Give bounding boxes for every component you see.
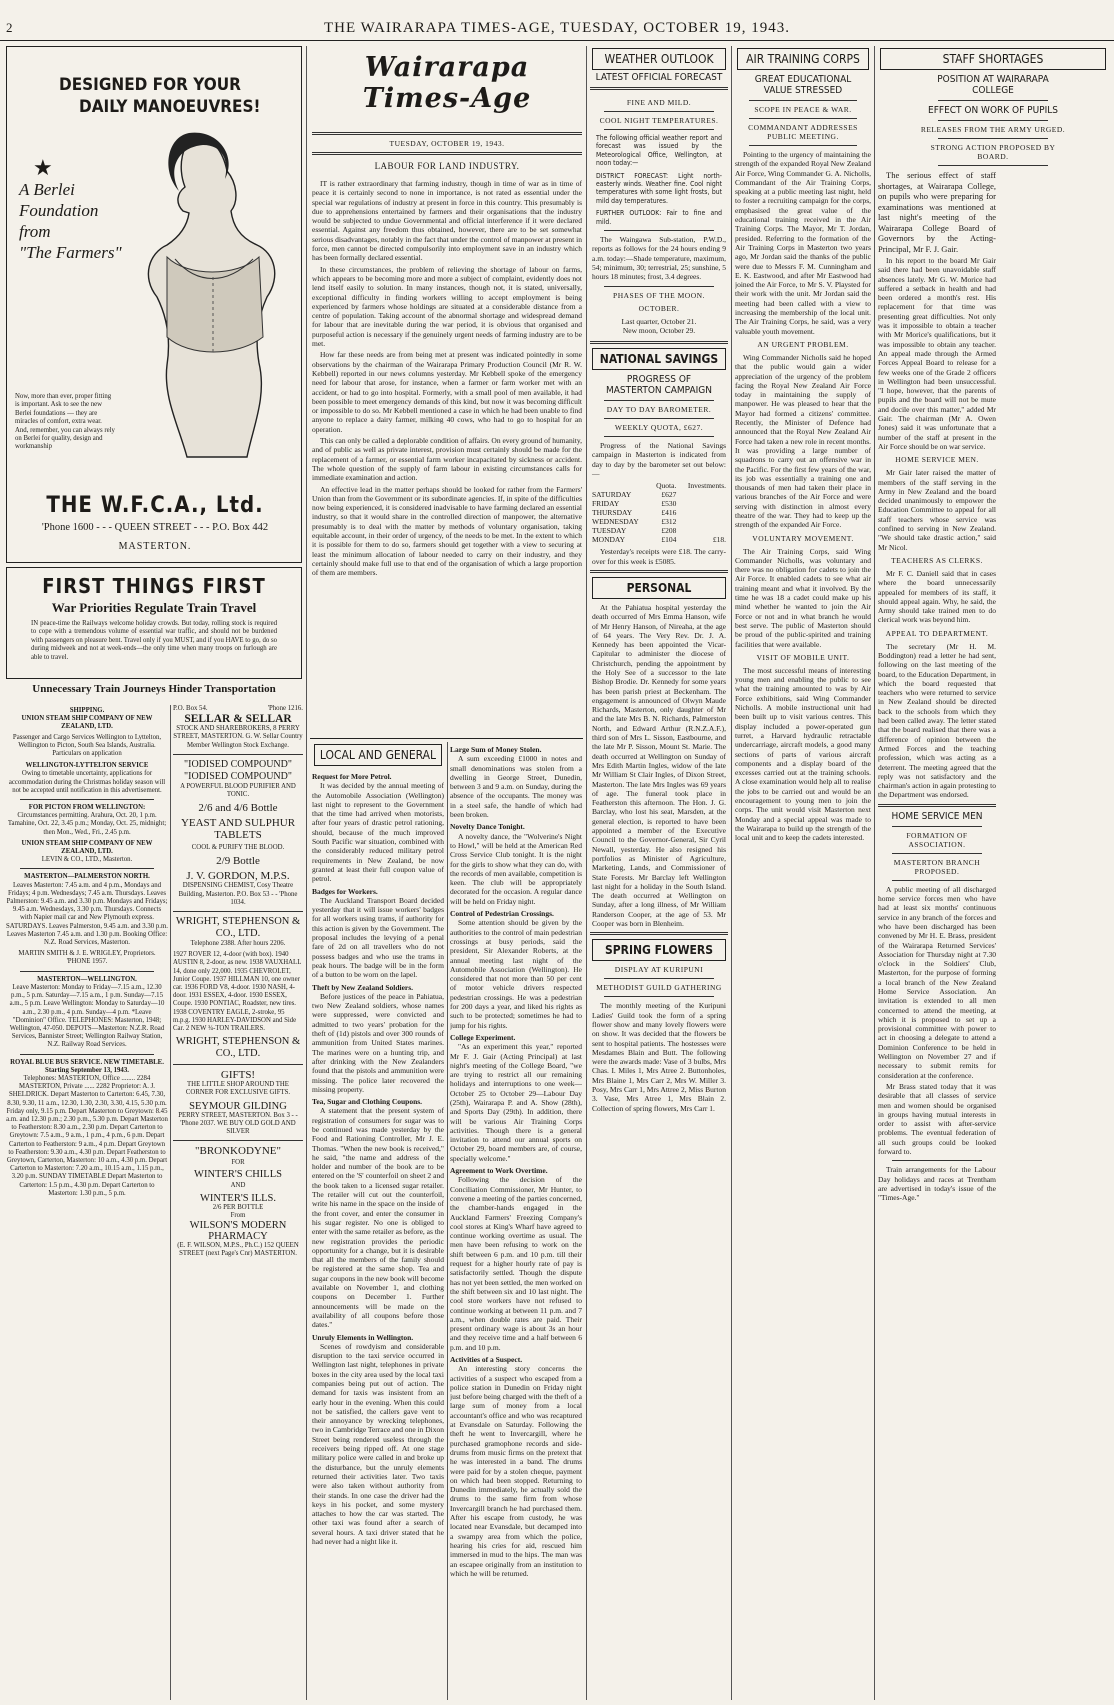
editorial-p2: In these circumstances, the problem of relieving the shortage of labour on farms, which appears to be becoming more and more a subject of complaint, evidently does not lend itself easily to solution. In many instances, though not, it is stated, universally, exceptional difficulty in finding workers willing to accept employment is being experienced by farmers whose holdings are situated at a considerable distance from a centre of population. Taking account of the abnormal shortage and widespread demand for labour that are inevitable during the war period, it is obvious that organised and purposeful action is necessary if the genuinely urgent needs of farming industry are to be met. — [312, 264, 582, 349]
staff-sub3: RELEASES FROM THE ARMY URGED. — [920, 125, 1066, 134]
savings-cell: THURSDAY — [592, 508, 633, 518]
yeast-sub: COOL & PURIFY THE BLOOD. — [191, 844, 285, 852]
bronk-chills: WINTER'S CHILLS — [194, 1169, 282, 1181]
atc-p3: The Air Training Corps, said Wing Commander Nicholls, was voluntary and there was no obligation for cadets to join the Air Force. It enabled cadets to see what air training meant and what it involved. By the time he was 18 a cadet could make up his mind whether he wanted to join the Air Force or not and in what branch he would best serve. The public of Masterton should be proud of the public-spirited and training facilities that were available. — [735, 546, 871, 649]
editorial-p3: How far these needs are from being met at present was indicated pointedly in some observations by the chairman of the Wairarapa Primary Production Council (Mr R. W. Kebbell) reported in our news columns yesterday. Mr Kebbell spoke of the emergency need for labour that arose, for instance, when a farmer or farm worker met with an accident, or had to go into hospital. Formerly, with a small pool of men available, it had been possible to meet emergency demands of this kind, but now it was becoming difficult or impossible to do so. Mr Kebbell mentioned a case in which he had been unable to find anyone to replace a dairy farmer, milking 40 cows, who had to go to hospital for an operation. — [312, 350, 582, 434]
weather-cool: COOL NIGHT TEMPERATURES. — [599, 116, 719, 125]
staff-p4: Mr F. C. Daniell said that in cases where the board unnecessarily appealed for members of its staff, it should appeal again. Why, he said, the Army should take trained men to do clerical work was beyond him. — [878, 568, 996, 625]
picton-copy: Circumstances permitting. Arahura, Oct. 20, 1 p.m. Tamahine, Oct. 22, 3.45 p.m.; Monday, Oct. 25, midnight; then Mon., Wed., Fri., 2.45 p.m. — [7, 812, 167, 836]
gifts-head: GIFTS! — [220, 1069, 256, 1082]
local2-item-text: "As an experiment this year," reported Mr F. J. Gair (Acting Principal) at last night's meeting of the College Board, "we are trying to restrict all our remaining holidays and interruptions to one week—October 25 to October 29—Labour Day (25th), Wairarapa P. and A. Show (28th), and Sports Day (29th). In addition, there will be various Air Training Corps activities. Though there is a general invitation to attend our annual sports on October 29, board members are, of course, specially welcome." — [450, 1042, 582, 1163]
bronk-price: 2/6 PER BOTTLE — [212, 1203, 264, 1211]
savings-cell: £530 — [661, 499, 677, 509]
mw-times: Leave Masterton: Monday to Friday—7.15 a.m., 12.30 p.m., 5 p.m. Saturday—7.15 a.m., 1 p.m. Sunday—7.15 a.m., 5 p.m. Leave Wellington: Monday to Saturday—10 a.m., 2.30 p.m., 4 p.m. Sunday—4 p.m. *Leave "Dominion" Office. TELEPHONES: Masterton, 1948; Wellington, 47-050. DEPOTS—Masterton: N.Z.R. Road Services, Bannister Street; Wellington Railway Station, N.Z. Railway Road Services. — [9, 983, 165, 1049]
royal-blue-label: ROYAL BLUE BUS SERVICE. NEW TIMETABLE. Starting September 13, 1943. — [10, 1058, 164, 1074]
savings-col-quota: Quota. — [656, 481, 677, 491]
savings-cell — [678, 517, 728, 526]
masthead — [0, 18, 1114, 40]
nameplate: Wairarapa Times-Age — [362, 52, 532, 114]
weather-substation: The Waingawa Sub-station, P.W.D., reports as follows for the 24 hours ending 9 a.m. today:—Shade temperature, maximum, 54; minimum, 30; terrestrial, 25; sunshine, 5 hours 18 minutes; frost, 3.4 degrees. — [592, 235, 726, 282]
savings-cell: WEDNESDAY — [592, 517, 639, 527]
savings-quota: WEEKLY QUOTA, £627. — [614, 423, 704, 433]
spring-sub2: METHODIST GUILD GATHERING — [596, 983, 722, 993]
ad-wfca-town: MASTERTON. — [118, 541, 192, 552]
staff-sub4: STRONG ACTION PROPOSED BY BOARD. — [930, 143, 1056, 161]
wlt-copy: Owing to timetable uncertainty, applications for accommodation during the Christmas holiday season will not be accepted until notification in this advertisement. — [8, 770, 166, 794]
savings-foot: Yesterday's receipts were £18. The carry-over for this week is £5085. — [592, 547, 726, 566]
local-general-col2 — [450, 742, 582, 1700]
staff-tc: TEACHERS AS CLERKS. — [891, 555, 983, 565]
savings-row — [590, 535, 728, 544]
weather-sub: LATEST OFFICIAL FORECAST — [595, 72, 723, 83]
yeast-name: YEAST AND SULPHUR TABLETS — [180, 817, 296, 842]
local-item-text: Scenes of rowdyism and considerable disruption to the taxi service occurred in Wellington last night, telephones in private boxes in the city area used by the local taxi companies being put out of action. The demand for taxis was insistent from an early hour in the evening. When this could not be satisfied, the callers gave vent to their annoyance by wrecking telephones, two in Cambridge Terrace and one in Dixon Street being rendered useless through the receivers being ripped off. At one stage military police were called in and broke up the disturbance, but the unruly elements returned their activities later. Two taxis were also taken without authority from their stands. In one case the driver had the keys in his pocket, and some mystery attaches to how the car was started. The other taxi was found after a search of several hours. A taxi driver stated that he had never had a night like it. — [312, 1341, 444, 1547]
local2-item-text: A sum exceeding £1000 in notes and small denominations was stolen from a dwelling in George Street, Dunedin, between 3 and 9 a.m. on Sunday, during the absence of the occupants. The money was in a steel safe, the handle of which had been broken. — [450, 754, 582, 820]
wlt-service: WELLINGTON-LYTTELTON SERVICE — [25, 762, 149, 770]
staff-head: STAFF SHORTAGES — [880, 48, 1106, 70]
staff-appeal: APPEAL TO DEPARTMENT. — [885, 628, 989, 638]
usco-copy: Passenger and Cargo Services Wellington to Lyttelton, Wellington to Picton, South Sea Islands, Australia. Particulars on application — [12, 733, 162, 758]
staff-sub: POSITION AT WAIRARAPA COLLEGE — [937, 74, 1049, 96]
local-head: LOCAL AND GENERAL — [314, 744, 442, 766]
local-item-text: The Auckland Transport Board decided yesterday that it will issue workers' badges for all workers using trams, if authority for this action is given by the Government. The proposal includes the levying of a penal fare of 2d on all travellers who do not possess badges and who use the trams in peak hours. The badge will be in the form of a button to be worn on the lapel. — [312, 895, 444, 980]
gifts-sub: THE LITTLE SHOP AROUND THE CORNER FOR EXCLUSIVE GIFTS. — [185, 1081, 291, 1097]
weather-district: DISTRICT FORECAST: Light north-easterly winds. Weather fine. Cool night temperatures with some light frosts, but mild day temperatures. — [596, 171, 722, 205]
shipping-column — [6, 705, 168, 1700]
col-weather — [590, 46, 728, 1700]
savings-sub: PROGRESS OF MASTERTON CAMPAIGN — [606, 374, 712, 397]
savings-cell: £104 — [661, 535, 677, 545]
bronk-from: From — [230, 1211, 246, 1219]
atc-p1: Pointing to the urgency of maintaining the strength of the expanded Royal New Zealand Air Force, Wing Commander G. A. Nicholls, Commandant of the Air Training Corps, speaking at a public meeting last night, held to foster a recruiting campaign for the corps, emphasised the great value of the educational training received in the Air Training Corps. The Mayor, Mr T. Jordan, presided. Referring to the formation of the Air Training Corps in Masterton two years ago, Mr Jordan said the thanks of the public were due to Messrs F. M. Cunningham and E. K. Eastwood, and after Mr Eastwood had joined the Air Force, to Mr S. V. Playsted for their work with the unit. Mr Jordan said the meeting had been called with a view to increasing the membership of the local unit. The Air Training Corps, he said, was a very valuable youth movement. — [735, 150, 871, 336]
local2-item-heading: Agreement to Work Overtime. — [450, 1166, 548, 1176]
savings-cell: £416 — [661, 508, 677, 518]
page-number: 2 — [6, 20, 13, 35]
weather-further: FURTHER OUTLOOK: Fair to fine and mild. — [596, 209, 722, 226]
local-items-2 — [450, 745, 582, 1578]
atc-commandant: COMMANDANT ADDRESSES PUBLIC MEETING. — [748, 123, 858, 141]
savings-row — [590, 526, 728, 535]
ad-wfca-copy: Now, more than ever, proper fitting is important. Ask to see the new Berlei foundations — they are miracles of comfort, extra wear. And, remember, you can always rely on Berlei for quality, design and workmanship — [15, 393, 115, 451]
atc-voluntary: VOLUNTARY MOVEMENT. — [752, 533, 854, 543]
savings-head: NATIONAL SAVINGS — [592, 348, 726, 370]
ad-wfca-name: THE W.F.C.A., Ltd. — [46, 493, 264, 518]
editorial — [312, 46, 582, 736]
col-staff — [878, 46, 1108, 1700]
atc-mobile: VISIT OF MOBILE UNIT. — [756, 652, 850, 662]
savings-col-invest: Investments. — [687, 481, 726, 491]
local-general-col1 — [312, 742, 444, 1700]
sellar-box: P.O. Box 54. — [173, 705, 208, 712]
hsm-branch: MASTERTON BRANCH PROPOSED. — [893, 857, 981, 876]
bronk-ills: WINTER'S ILLS. — [200, 1192, 276, 1204]
spring-sub: DISPLAY AT KURIPUNI — [614, 965, 704, 975]
hsm-formation: FORMATION OF ASSOCIATION. — [906, 830, 968, 849]
local2-item-heading: Activities of a Suspect. — [450, 1355, 523, 1364]
atc-urgent: AN URGENT PROBLEM. — [757, 339, 849, 349]
local2-item-heading: Novelty Dance Tonight. — [450, 822, 525, 832]
staff-p3: Mr Gair later raised the matter of members of the staff serving in the Army in New Zealand and the board decided unanimously to empower the Education Committee to appeal for all staff teachers whose service was confined to serving in New Zealand. "We should take drastic action," said Mr Nicol. — [878, 468, 996, 552]
usco-name-2: UNION STEAM SHIP COMPANY OF NEW ZEALAND, LTD. — [21, 839, 153, 856]
mpn-label: MASTERTON—PALMERSTON NORTH. — [24, 873, 150, 881]
iodised-price: 2/6 and 4/6 Bottle — [198, 802, 278, 815]
ad-wfca-italic1: A Berlei — [19, 180, 75, 199]
local-item-text: Before justices of the peace in Pahiatua, two New Zealand soldiers, whose names were suppressed, were convicted and admitted to two years' probation for the theft of (1d) pistols and over 300 rounds of ammunition from United States marines. The marines were on a hunting trip, and after drinking with the New Zealanders found that the pistols and ammunition were missing. The police later recovered the missing property. — [312, 991, 444, 1094]
sellar-name: SELLAR & SELLAR — [184, 713, 292, 726]
staff-p5: The secretary (Mr H. M. Boddington) read a letter he had sent, following on the last meeting of the board, to the Education Department, in which the board requested that teachers who were returned to service in New Zealand should be directed back to the schools from which they had been called away. The letter stated that the board realised that there was a difference of opinion between the Armed Forces and the teaching profession, which was acting as a deterrent. The meeting agreed that the reply was not satisfactory and the chairman's action in again protesting to the Department was endorsed. — [878, 641, 996, 800]
savings-table — [590, 481, 728, 544]
editorial-p1: IT is rather extraordinary that farming industry, though in time of war as in time of peace it is certainly second to none in importance, is not rated as essential under the special war regulations of industry at present in force in this country. This presumably is due to apprehensions entertained by farmers and their organisations that the industry would be subjected to undue Governmental and official interference if it were declared essential. Against any freedom thus obtained, however, there are to be set somewhat serious disadvantages, notably in the fact that under the control of manpower at present in force, men cannot be directed compulsorily into employment save in an industry which has been formally declared essential. — [312, 179, 582, 263]
ad-wfca-italic3: from — [19, 222, 51, 241]
staff-sub2: EFFECT ON WORK OF PUPILS — [928, 105, 1058, 116]
savings-cell: SATURDAY — [592, 490, 632, 500]
picton-label: FOR PICTON FROM WELLINGTON: — [28, 804, 146, 812]
sellar-sub: STOCK AND SHAREBROKERS, 8 PERRY STREET, MASTERTON. G. W. Sellar Country Member Wellington Stock Exchange. — [173, 725, 303, 749]
savings-cell: MONDAY — [592, 535, 626, 545]
savings-intro: Progress of the National Savings campaign in Masterton is indicated from day to day by the barometer set out below:— — [592, 441, 726, 479]
savings-cell: FRIDAY — [592, 499, 620, 509]
seymour-name: SEYMOUR GILDING — [189, 1100, 287, 1112]
savings-cell — [678, 508, 728, 517]
local2-item-text: Following the decision of the Conciliation Commissioner, Mr Hunter, to convene a meeting of the parties concerned, the chamber-hands engaged in the Auckland Farmers' Freezing Company's cool stores at King's Wharf have agreed to continue working overtime as usual. The men have been refusing to work on the shift between 6 p.m. and 10 p.m. till their request for a higher hourly rate of pay is satisfactorily settled. Though the dispute has not yet been settled, the men worked on the shift between six and 10 last night. The cool store workers have not refused to continue working at between 11 p.m. and 7 a.m., when double rates are paid. Their present ordinary wage is about 3s an hour and they receive time and a half between 6 p.m. and 10 p.m. — [450, 1175, 582, 1352]
ad-wfca — [6, 46, 302, 563]
ad-wfca-headline1: DESIGNED FOR YOUR — [59, 75, 241, 95]
masthead-rule — [0, 40, 1114, 41]
royal-blue-times: Telephones: MASTERTON, Office ........ 2284 MASTERTON, Private ...... 2282 Proprietor: A. J. SHELDRICK. Depart Masterton to Carterton: 6.45, 7.30, 8.30, 9.30, 11 a.m., 12.30, 1.30, 2.30, 3.30, 4.15, 5.30 p.m. Friday only, 9.15 p.m. Depart Masterton to Greytown: 8.45 a.m. and 12.30 p.m.; 2.30 p.m., 5.30 p.m. Depart Masterton to Featherston: 8.30 a.m., 2.30 p.m. Depart Carterton to Greytown: 7.5 a.m., 9 a.m., 1 p.m., 4 p.m., 6 p.m. Depart Carterton to Featherston: 9 a.m., 4 p.m. Depart Greytown to Featherston: 9.30 a.m., 4.30 p.m. Depart Featherston to Greytown, Carterton, Masterton: 10 a.m., 4.30 p.m. Depart Carterton to Masterton: 7.20 a.m., 10.15 a.m., 1.15 p.m., 3.20 p.m. SUNDAY TIMETABLE Depart Masterton to Carterton: 1.5 p.m., 4.30 p.m. Depart Carterton to Masterton: 1.30 p.m., 5 p.m. — [6, 1074, 168, 1197]
star-icon: ★ — [33, 155, 53, 180]
editorial-p5: An effective lead in the matter perhaps should be looked for rather from the Farmers' Union than from the Government or its subordinate agencies. If, in spite of the difficulties now being experienced, it is considered inadvisable to have farming declared an essential industry, so that it would share in the controlled direction of manpower, the alternative presumably is to deal with the matter by methods of voluntary organisation, taking equitable account, in their order of urgency, of the needs to be met. In the extent to which it is possible for them to do so, farmers should get together with a view to securing at least the minimum allocation of labour needed to carry on their industry, and they certainly should make full use to that end of the organisation of which a large proportion of them are members. — [312, 484, 582, 578]
local2-item-text: Some attention should be given by the authorities to the control of main pedestrian crossings at busy periods, said the president, Sir Alexander Roberts, at the annual meeting last night of the Automobile Association (Wellington). He considered that not more than 50 per cent of motor vehicle drivers respected pedestrian crossings. He was a pedestrian for 200 days a year, and liked his rights as such to be protected; sometimes he had to jump for his rights. — [450, 918, 582, 1030]
bronk-name: "BRONKODYNE" — [195, 1145, 281, 1158]
local-item-heading: Theft by New Zealand Soldiers. — [312, 982, 414, 992]
mpn-times: Leaves Masterton: 7.45 a.m. and 4 p.m., Mondays and Fridays; 4 p.m. Wednesdays; 7.45 a.m. Thursdays. Leaves Palmerston: 9.45 a.m. and 3.30 p.m. Mondays and Fridays; 9.45 a.m. Wednesdays, 3.30 p.m. Thursdays. Connects with Napier mail car and New Plymouth express. SATURDAYS. Leaves Palmerston, 9.45 a.m. and 3.30 p.m. Leaves Masterton 7.45 a.m. and 1.30 p.m. Booking Office: N.Z. Road Services, Masterton. — [6, 881, 168, 947]
atc-p2: Wing Commander Nicholls said he hoped that the public would gain a wider appreciation of the urgency of the problem facing the Royal New Zealand Air Force today in maintaining the supply of manpower. He was pleased to hear that the Mayor had formed a citizens' committee. Recently, the Minister of Defence had announced that the Royal New Zealand Air Force had taken a new role in recent months. It was providing a large number of squadrons to carry out an offensive war in the Pacific. For the first few years of the war, its job was essentially a training one and thousands of men had taken their place in various branches of the Air Force and were serving with distinction in almost every theatre of the war. They had to keep up the strength of the expanded Air Force. — [735, 352, 871, 530]
weather-intro: The following official weather report and forecast was issued by the Meteorological Office, Wellington, at noon today:— — [596, 134, 722, 168]
local2-item-heading: Control of Pedestrian Crossings. — [450, 909, 554, 919]
savings-cell: £627 — [661, 490, 677, 500]
savings-cell: £312 — [661, 517, 677, 527]
ad-wfca-headline2: DAILY MANOEUVRES! — [79, 97, 261, 117]
shipping-label: SHIPPING. — [69, 707, 105, 714]
local-item-heading: Request for More Petrol. — [312, 772, 392, 781]
local-item-heading: Unruly Elements in Wellington. — [312, 1332, 414, 1342]
staff-p8: Train arrangements for the Labour Day holidays and races at Trentham are advertised in today's issue of the "Times-Age." — [878, 1165, 996, 1203]
masthead-title: THE WAIRARAPA TIMES-AGE, TUESDAY, OCTOBER 19, 1943. — [323, 20, 791, 36]
atc-sub: GREAT EDUCATIONAL VALUE STRESSED — [754, 74, 852, 96]
staff-p6: A public meeting of all discharged home service forces men who have had at least six months' continuous service in any branch of the forces and who have been discharged has been convened by Mr H. E. Brass, president of the Wairarapa Returned Services' Association for Thursday night at 7.30 o'clock in the Soldiers' Club, Masterton, for the purpose of forming a local branch of the New Zealand Home Service Association. An invitation is extended to all men concerned to attend the meeting, at which it is proposed to set up a provisional committee with power to act in choosing a delegate to attend a Dominion Conference to be held in Wellington on November 27 and if necessary to submit remits for consideration at the conference. — [878, 884, 996, 1080]
local2-item-text: An interesting story concerns the activities of a suspect who escaped from a police station in Dunedin on Friday night just before being charged with the theft of a large sum of money from a local accountant's office and who was recaptured at Evansdale on Saturday. Following the theft he went to Invercargill, where he purchased gramophone records and side-drums from music firms on the pretext that he was interested in a band. The drums were paid for by a stolen cheque, payment on which had been stopped. Returning to Dunedin immediately, he actually sold the drums to the same firm from whose Invercargill branch he had purchased them. After his escape from custody, he was located near Evansdale, but decamped into a swampy area from which the police, hearing his cries for aid, rescued him immersed in mud to the hips. The man was an escapee originally from an institution to which he will be returned. — [450, 1364, 582, 1578]
iodised-sub: A POWERFUL BLOOD PURIFIER AND TONIC. — [180, 782, 296, 799]
ad-first-footer: Unnecessary Train Journeys Hinder Transportation — [32, 683, 276, 695]
local2-item-heading: College Experiment. — [450, 1032, 516, 1042]
atc-p4: The most successful means of interesting young men and enabling the public to see what the training amounted to was by Air Force exhibitions, said Wing Commander Nicholls. A mobile instructional unit had been built up to visit various centres. This display included a power-operated gun turret, a Harvard hydraulic retractable undercarriage, aircraft models, a good many sections of parts of various aircraft components and a display board of the excesses carried out at the training schools. A close examination would help all to realise the jobs to be carried out and would be an encouragement to young men to join the corps. The unit would visit Masterton next Monday and a special appeal was made to the Wairarapa to build up the strength of the local unit and to keep the cadets interested. — [735, 665, 871, 843]
usco-name: UNION STEAM SHIP COMPANY OF NEW ZEALAND, LTD. — [21, 715, 153, 731]
atc-head: AIR TRAINING CORPS — [737, 48, 869, 70]
savings-row — [590, 517, 728, 526]
moon-1: Last quarter, October 21. — [621, 316, 697, 326]
local-item-text: It was decided by the annual meeting of the Automobile Association (Wellington) last night to represent to the Government that the time had arrived when motorists, after four years of drastic petrol rationing, should, because of the much improved South Pacific war situation, combined with the considerably reduced military petrol requirements in New Zealand, be now granted at least their full coupon value of petrol. — [312, 781, 444, 884]
personal-text: At the Pahiatua hospital yesterday the death occurred of Mrs Emma Hanson, wife of Mr Henry Hanson, of Nireaha, at the age of 64 years. The Very Rev. Dr. J. A. Kennedy has been appointed the Vicar-Capitular to administer the diocese of Christchurch, pending the appointment by the Holy See of a successor to the late Bishop Brodie. Dr. Kennedy for some years has been parish priest at Beckenham. The engagement is announced of Olwyn Maude Richards, Masterton, only daughter of Mr and the late Mrs B. N. Richards, Palmerston North, and Edward Arthur (R.N.Z.A.F.), third son of Mrs L. Sisson, Eastbourne, and the late Mr P. Sisson, Mount St. Marie. The death occurred at Wellington on Sunday of Mrs Edith Martin Ingles, widow of the late Mr William St Clair Ingles, of Dixon Street, Masterton. The late Mrs Ingles was 69 years of age. The funeral took place in Featherston this afternoon. The Hon. J. G. Barclay, who lost his seat, Marsden, at the general election, is reported to have been appointed a member of the Executive Council to the Governor-General, Sir Cyril Newall, yesterday. He also resigned his portfolios as Minister of Agriculture, Marketing, Lands, and Commissioner of State Forests. Mr Barclay left Wellington last night for a holiday in the South Island. The death occurred at Wellington on Sunday, after a long illness, of Mr William Randerson Cooper, at the age of 53. Mr Cooper was born in Blenheim. — [592, 602, 726, 929]
mw-label: MASTERTON—WELLINGTON. — [37, 975, 137, 983]
sellar-phone: 'Phone 1216. — [267, 705, 303, 712]
editorial-date: TUESDAY, OCTOBER 19, 1943. — [389, 139, 505, 148]
editorial-p4: This can only be called a deplorable condition of affairs. On every ground of humanity, and of public as well as private interest, provision must certainly should be made for the replacement of a farmer, or essential farm worker incapacitated by sickness or accident. The whole question of the supply of farm labour in existing circumstances calls for immediate examination and action. — [312, 436, 582, 483]
editorial-head: LABOUR FOR LAND INDUSTRY. — [374, 161, 520, 171]
staff-p7: Mr Brass stated today that it was desirable that all classes of service men and women should be organised in groups having mutual interests in order to assist with after-service problems. The eventual federation of all such groups could be looked forward to. — [878, 1081, 996, 1157]
local-item-heading: Tea, Sugar and Clothing Coupons. — [312, 1097, 423, 1107]
savings-cell: TUESDAY — [592, 526, 627, 536]
yeast-price: 2/9 Bottle — [216, 855, 260, 868]
classified-ads-column — [173, 705, 303, 1700]
wright-name-2: WRIGHT, STEPHENSON & CO., LTD. — [175, 1036, 301, 1060]
wright-name-1: WRIGHT, STEPHENSON & CO., LTD. — [175, 916, 301, 940]
staff-p1: The serious effect of staff shortages, at Wairarapa College, on pupils who were preparing for examinations was mentioned at last night's meeting of the Wairarapa College Board of Governors by the Acting-Principal, Mr F. J. Gair. — [878, 170, 996, 254]
savings-cell: £18. — [712, 535, 726, 545]
savings-cell — [678, 526, 728, 535]
savings-cell — [678, 490, 728, 499]
personal-head: PERSONAL — [592, 577, 726, 599]
col-atc — [735, 46, 871, 1700]
weather-fine: FINE AND MILD. — [626, 98, 692, 107]
seymour-sub: PERRY STREET, MASTERTON. Box 3 - - 'Phone 2037. WE BUY OLD GOLD AND SILVER — [178, 1111, 298, 1136]
ad-wfca-contact: 'Phone 1600 - - - QUEEN STREET - - - P.O. Box 442 — [41, 522, 269, 533]
bronk-for: FOR — [231, 1159, 245, 1167]
local-item-text: A statement that the present system of registration of consumers for sugar was to be continued was made yesterday by the Food and Rationing Controller, Mr J. E. Thomas. "When the new book is received," he said, "the name and address of the holder and number of the book are to be entered on the 'S' counterfoil on sheet 2 and the book taken to a licensed sugar retailer. The retailer will cut out the counterfoil, write his name in the space on the inside of the front cover, and enter the consumer in his sugar register. No one is obliged to enter with the same retailer as before, as the new registration provides the periodic opportunity for a change, but it is desirable that all the members of the family should be registered at the same shop. Tea and sugar coupons in the new book will become available on November 1, and clothing coupons on December 1. Further announcements will be made on the availability of all coupons before those dates." — [312, 1106, 444, 1330]
iodised-name: "IODISED COMPOUND" "IODISED COMPOUND" — [184, 758, 292, 782]
local-items — [312, 772, 444, 1546]
local2-item-heading: Large Sum of Money Stolen. — [450, 745, 542, 754]
cars-list: 1927 ROVER 12, 4-door (with box). 1940 AUSTIN 8, 2-door, as new. 1938 VAUXHALL 14, done only 22,000. 1935 CHEVROLET, Junior Coupe. 1937 HILLMAN 10, one owner car. 1936 FORD V8, 4-door. 1930 NASH, 4-door. 1931 ESSEX, 4-door. 1930 ESSEX, Coupe. 1930 PONTIAC, Roadster, new tires. 1938 COVENTRY EAGLE, 2-stroke, 95 m.p.g. 1930 HARLEY-DAVIDSON and Side Car. 2 NEW ¾-TON TRAILERS. — [173, 951, 302, 1033]
bronk-and: AND — [230, 1182, 246, 1190]
savings-row — [590, 508, 728, 517]
moon-head: PHASES OF THE MOON. — [613, 290, 705, 300]
staff-p2: In his report to the board Mr Gair said there had been unavoidable staff absences lately. Mr G. W. Morice had suffered a setback in health and had been ordered a month's rest. His replacement for that time was presenting great difficulties. Not only was it impossible to obtain a teacher with Mr Morice's qualifications, but it was impossible to obtain any teacher. An appeal made through the Armed Forces Appeal Board to release for a few weeks one of the Grade 2 officers in Wellington had been unsuccessful. "I hope, however, that the parents of pupils and the board will not be mute and docile over this matter," added Mr Gair. The chairman (Mr A. Owen Jones) said it was unfortunate that a number of the staff at present in the Air Force should be on war service. — [878, 256, 996, 451]
savings-cell: £208 — [661, 526, 677, 536]
savings-row — [590, 490, 728, 499]
ad-first-copy: IN peace-time the Railways welcome holiday crowds. But today, rolling stock is required to cope with a tremendous volume of essential war traffic, and should not be burdened with passengers on pleasure bent. Travel only if you MUST, and if you HAVE to go, do so during midweek and not at week-ends—the only time when many troops on furlough are able to travel. — [31, 620, 277, 661]
moon-2: New moon, October 29. — [622, 325, 696, 335]
gordon-sub: DISPENSING CHEMIST, Cosy Theatre Building, Masterton. P.O. Box 53 - - 'Phone 1034. — [178, 882, 298, 906]
savings-day: DAY TO DAY BAROMETER. — [606, 405, 712, 415]
ad-wfca-italic4: "The Farmers" — [19, 243, 122, 262]
gordon-name: J. V. GORDON, M.P.S. — [186, 870, 290, 883]
ad-wfca-italic2: Foundation — [19, 201, 99, 220]
weather-head: WEATHER OUTLOOK — [592, 48, 726, 70]
moon-month: OCTOBER. — [638, 303, 680, 313]
ad-first-headline: FIRST THINGS FIRST — [42, 574, 266, 598]
savings-row — [590, 499, 728, 508]
corset-figure-illustration — [127, 127, 297, 467]
ad-first-things-first — [6, 567, 302, 679]
spring-head: SPRING FLOWERS — [592, 939, 726, 961]
wilsons-name: WILSON'S MODERN PHARMACY — [189, 1220, 287, 1243]
hsm-head: HOME SERVICE MEN — [891, 810, 983, 822]
local-item-heading: Badges for Workers. — [312, 886, 378, 896]
savings-cell — [678, 499, 728, 508]
ad-first-subhead: War Priorities Regulate Train Travel — [51, 600, 257, 615]
atc-scope: SCOPE IN PEACE & WAR. — [754, 105, 852, 114]
local2-item-text: A novelty dance, the "Wolverine's Night to Howl," will be held at the American Red Cross Service Club tonight. It is the night for the girls to show what they can do, with the records of men available, competition is keen. The club will be appropriately decorated for the occasion. A regular dance will be held on Friday night. — [450, 831, 582, 906]
wright-tel: Telephone 2388. After hours 2206. — [190, 940, 286, 948]
martin-smith: MARTIN SMITH & J. E. WRIGLEY, Proprietors. 'PHONE 1957. — [18, 950, 156, 966]
staff-hsm: HOME SERVICE MEN. — [895, 455, 979, 465]
spring-text: The monthly meeting of the Kuripuni Ladies' Guild took the form of a spring flower show and many lovely flowers were on show. It was decided that the flowers be sent to hospital patients. The hostesses were Mesdames Blain and Butt. The following were the awards made: Vase of 3 bulbs, Mrs Chas. I. Miles 1, Mrs Atree 2. Buttonholes, Mrs Blaine 1, Mrs Carr 2, Mrs W. Miller 3. Posy, Mrs Carr 1, Mrs Attree 2, Miss Burton 3. Vase, Mrs Atree 1, Mrs Blain 2. Collection of spring flowers, Mrs Carr 1. — [592, 1001, 726, 1113]
wilsons-sub: (E. F. WILSON, M.P.S., Ph.C.) 152 QUEEN STREET (next Page's Cnr) MASTERTON. — [177, 1242, 299, 1258]
agents: LEVIN & CO., LTD., Masterton. — [41, 856, 133, 864]
